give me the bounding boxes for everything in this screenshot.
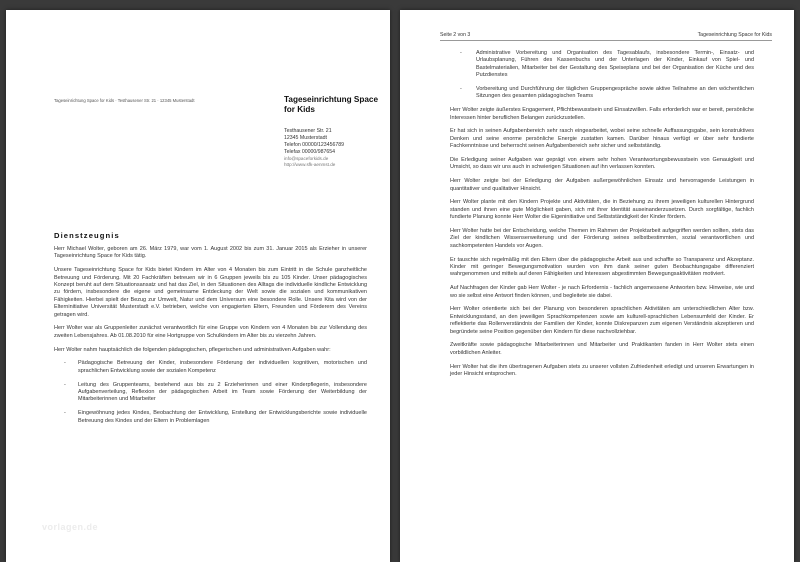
paragraph: Auf Nachfragen der Kinder gab Herr Wolter - je nach Erfordernis - fachlich angemessene Antworten bzw. Hinweise, wie und wo sie selbst eine Antwort finden können, und begleitete sie dabei. <box>450 285 754 299</box>
document-body <box>450 50 754 385</box>
header-organization: Tageseinrichtung Space for Kids <box>697 32 772 38</box>
document-page-1 <box>6 10 390 562</box>
list-item: - Administrative Vorbereitung und Organisation des Tagesablaufs, insbesondere Termin-, Einsatz- und Urlaubsplanung, Führen des Kassenbuchs und der Unterlagen der Kinder, Einkauf von Spiel- und Bastelmaterialien, Mitarbeiter bei der Gestaltung des Speiseplans und bei der Organisation der Küche und des Putzdienstes <box>460 50 754 79</box>
organization-address <box>284 128 384 168</box>
address-website: http://www.sfk-aenmst.de <box>284 162 336 168</box>
list-dash: - <box>460 86 462 93</box>
list-dash: - <box>64 360 66 367</box>
list-item: - Eingewöhnung jedes Kindes, Beobachtung der Entwicklung, Erstellung der Entwicklungsberichte sowie individuelle Betreuung des Kindes und der Eltern in Problemlagen <box>64 410 367 424</box>
address-email: info@spaceforkids.de <box>284 156 329 161</box>
page-number: Seite 2 von 3 <box>440 32 471 38</box>
watermark: vorlagen.de <box>42 522 99 532</box>
paragraph: Herr Wolter war als Gruppenleiter zunächst verantwortlich für eine Gruppe von Kindern von 4 Monaten bis zur Vollendung des zweiten Lebensjahres. Ab 01.08.2010 für eine Hortgruppe von Schulkindern im Alter bis zu vierzehn Jahren. <box>54 325 367 339</box>
list-item: - Leitung des Gruppenteams, bestehend aus bis zu 2 Erzieherinnen und einer Kinderpflegerin, insbesondere Aufgabenverteilung, Reflexion der pädagogischen Arbeit im Team sowie Förderung der Weiterbildung der Mitarbeiterinnen und Mitarbeiter <box>64 381 367 403</box>
address-phone: Telefon 00000/123456789 <box>284 142 344 148</box>
address-fax: Telefax 00000/987654 <box>284 149 336 155</box>
paragraph: Unsere Tageseinrichtung Space for Kids bietet Kindern im Alter von 4 Monaten bis zum Eintritt in die Schule ganzheitliche Betreuung und Förderung. Mit 20 Fachkräften betreuen wir in 6 Gruppen jeweils bis zu 105 Kinder. Unser pädagogisches Konzept beruht auf dem Situationsansatz und hat das Ziel, in den Situationen des Alltags die individuelle kindliche Entwicklung zu fördern, insbesondere die eigene und gemeinsame Entdeckung der Welt sowie die sozialen und kommunikativen Fähigkeiten. Hierbei spielt der Bezug zur Umwelt, Natur und dem Universum eine besondere Rolle. Unsere Kita wird von der Elterninitiative Universität Musterstadt e.V. betrieben, welche von engagierten Eltern, Freunden und Förderern des Vereins getragen wird. <box>54 267 367 318</box>
paragraph: Herr Wolter hatte bei der Entscheidung, welche Themen im Rahmen der Projektarbeit aufgegriffen werden sollten, stets das Ziel der kindlichen Wissenserweiterung und der Förderung seines selbstbestimmten, sozial verantwortlichen und sachkompetenten Handels vor Augen. <box>450 228 754 249</box>
paragraph: Zweitkräfte sowie pädagogische Mitarbeiterinnen und Mitarbeiter und Praktikanten fanden in Herr Wolter stets einen vorbildlichen Anleiter. <box>450 342 754 356</box>
paragraph: Er tauschte sich regelmäßig mit den Eltern über die pädagogische Arbeit aus und schaffte so Transparenz und Akzeptanz. Kinder mit geringer Bewegungsmotivation wurden von ihm dank seiner guten Beobachtungsgabe differenziert wahrgenommen und mittels auf deren Fähigkeiten und Interessen abgestimmten Bewegungsaktivitäten motiviert. <box>450 256 754 278</box>
list-dash: - <box>64 410 66 417</box>
list-dash: - <box>460 50 462 56</box>
list-dash: - <box>64 381 66 388</box>
paragraph: Herr Wolter hat die ihm übertragenen Aufgaben stets zu unserer vollsten Zufriedenheit erledigt und unseren Erwartungen in jeder Hinsicht entsprochen. <box>450 363 754 378</box>
letterhead <box>284 95 384 168</box>
paragraph: Herr Wolter zeigte bei der Erledigung der Aufgaben außergewöhnlichen Einsatz und hervorragende Leistungen in quantitativer und qualitativer Hinsicht. <box>450 178 754 192</box>
address-street: Testhausener Str. 21 <box>284 128 332 134</box>
list-item: - Vorbereitung und Durchführung der täglichen Gruppengespräche sowie aktive Teilnahme an den wöchentlichen Sitzungen des gesamten pädagogischen Teams <box>460 86 754 100</box>
paragraph: Die Erledigung seiner Aufgaben war geprägt von einem sehr hohen Verantwortungsbewusstsein von Genauigkeit und Umsicht, so dass wir uns auch in schwierigen Situationen auf ihn verlassen konnten. <box>450 157 754 171</box>
paragraph: Herr Wolter zeigte äußerstes Engagement, Pflichtbewusstsein und Einsatzwillen. Falls erforderlich war er bereit, persönliche Interessen hinter beruflichen Belangen zurückzustellen. <box>450 107 754 121</box>
organization-name: Tageseinrichtung Space for Kids <box>284 95 379 114</box>
address-city: 12345 Musterstadt <box>284 135 327 141</box>
paragraph: Herr Wolter plante mit den Kindern Projekte und Aktivitäten, die in Beziehung zu ihrem jeweiligen kulturellen Hintergrund standen und ihnen eine gute Möglichkeit gaben, sich mit ihrer Identität auseinanderzusetzen. Durch sorgfältige, fachlich fundierte Planung konnte Herr Wolter die Eigeninitiative und Selbstständigkeit der Kinder fördern. <box>450 199 754 221</box>
paragraph: Herr Michael Wolter, geboren am 26. März 1979, war vom 1. August 2002 bis zum 31. Januar 2015 als Erzieher in unserer Tageseinrichtung Space for Kids tätig. <box>54 246 367 260</box>
document-title: Dienstzeugnis <box>54 231 120 240</box>
document-body <box>54 246 367 431</box>
paragraph: Herr Wolter nahm hauptsächlich die folgenden pädagogischen, pflegerischen und administrativen Aufgaben wahr: <box>54 346 331 353</box>
page-header <box>440 32 772 41</box>
task-list-continued <box>450 50 754 101</box>
task-list <box>54 360 367 425</box>
document-page-2 <box>400 10 794 562</box>
list-item: - Pädagogische Betreuung der Kinder, insbesondere Förderung der individuellen kognitiven, motorischen und sprachlichen Entwicklung sowie der sozialen Kompetenz <box>64 360 367 374</box>
sender-line: Tageseinrichtung Space for Kids · Testhausener Str. 21 · 12345 Musterstadt <box>54 98 195 103</box>
paragraph: Herr Wolter orientierte sich bei der Planung von besonderen sprachlichen Aktivitäten am unterschiedlichen Alter bzw. Entwicklungsstand, an den jeweiligen Sprachkompetenzen sowie am kulturell-sprachlichen Lebensumfeld der Kinder. Er reflektierte das Rollenverständnis der Familien der Kinder, konnte Diskrepanzen zum eigenen Verständnis akzeptieren und begründete seine Position gegenüber den Kindern für diese nachvollziehbar. <box>450 306 754 335</box>
paragraph: Er hat sich in seinen Aufgabenbereich sehr rasch eingearbeitet, wobei seine schnelle Auffassungsgabe, sein konstruktives Denken und seine enorme persönliche Energie zustatten kamen. Darüber hinaus verfügt er über sehr fundierte Fachkenntnisse und beherrscht seinen Aufgabenbereich sehr sicher und selbstständig. <box>450 128 754 150</box>
